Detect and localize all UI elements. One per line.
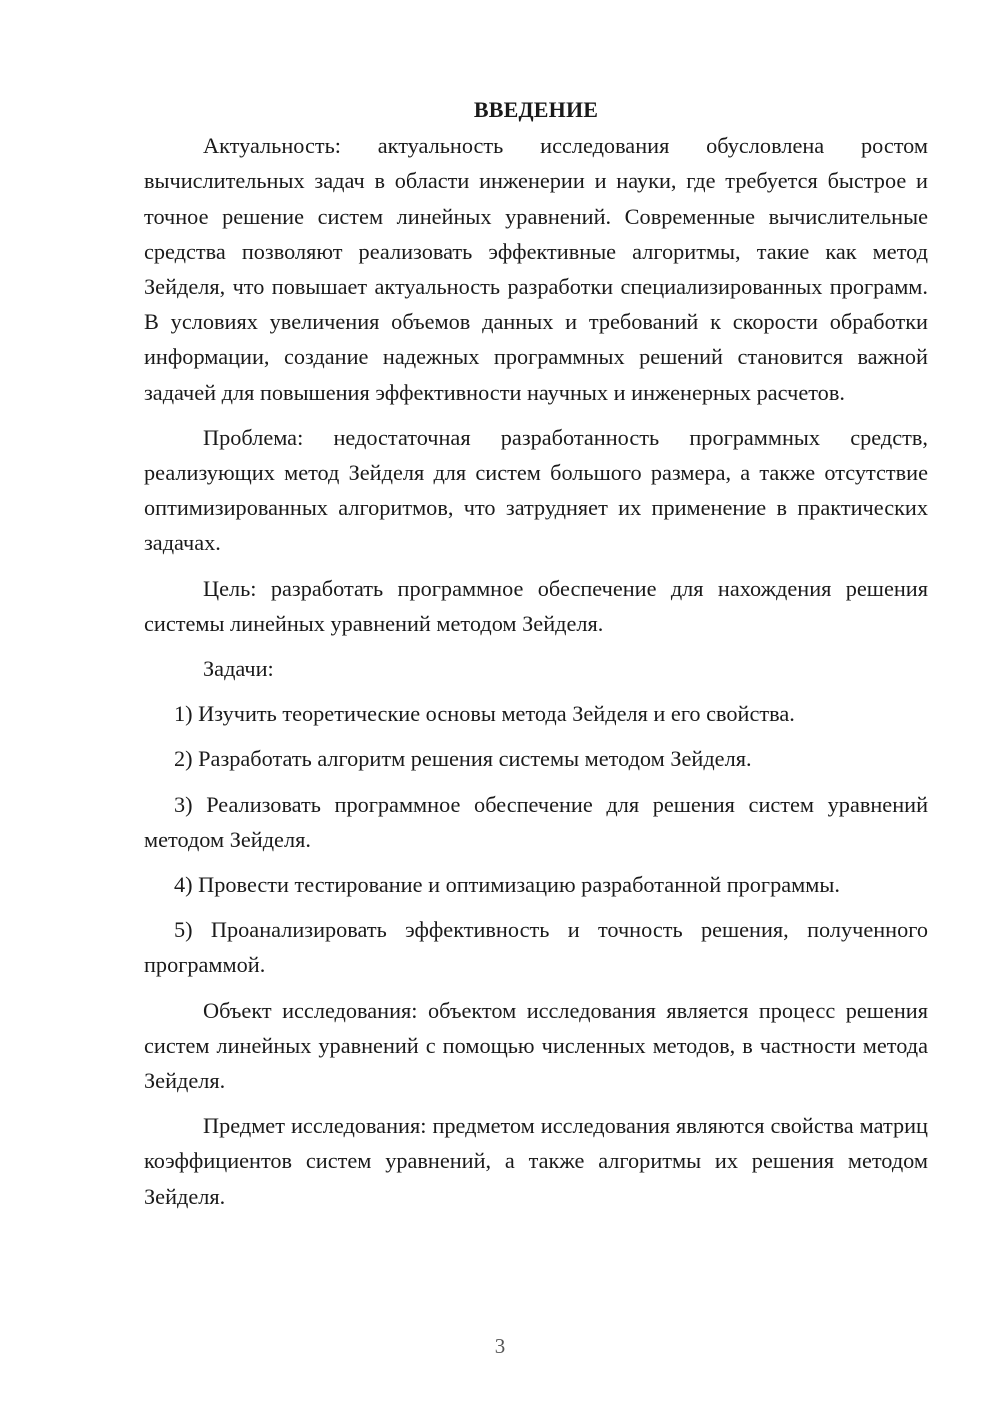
task-item-2: 2) Разработать алгоритм решения системы методом Зейделя. — [174, 746, 752, 772]
task-item-3: 3) Реализовать программное обеспечение для решения систем уравнений методом Зейделя. — [144, 791, 928, 852]
page-content — [144, 92, 928, 1224]
task-item-1: 1) Изучить теоретические основы метода Зейделя и его свойства. — [174, 701, 795, 727]
page-title: ВВЕДЕНИЕ — [473, 97, 599, 122]
subject-paragraph: Предмет исследования: предметом исследования являются свойства матриц коэффициентов систем уравнений, а также алгоритмы их решения методом Зейделя. — [144, 1113, 928, 1209]
tasks-heading: Задачи: — [203, 656, 274, 682]
page-number: 3 — [494, 1334, 506, 1358]
relevance-paragraph: Актуальность: актуальность исследования обусловлена ростом вычислительных задач в области инженерии и науки, где требуется быстрое и точное решение систем линейных уравнений. Современные вычислительные средства позволяют реализовать эффективные алгоритмы, такие как метод Зейделя, что повышает актуальность разработки специализированных программ. В условиях увеличения объемов данных и требований к скорости обработки информации, создание надежных программных решений становится важной задачей для повышения эффективности научных и инженерных расчетов. — [144, 133, 928, 405]
problem-paragraph: Проблема: недостаточная разработанность программных средств, реализующих метод Зейделя для систем большого размера, а также отсутствие оптимизированных алгоритмов, что затрудняет их применение в практических задачах. — [144, 424, 928, 556]
task-item-5: 5) Проанализировать эффективность и точность решения, полученного программой. — [144, 917, 928, 978]
object-paragraph: Объект исследования: объектом исследования является процесс решения систем линейных уравнений с помощью численных методов, в частности метода Зейделя. — [144, 997, 928, 1094]
goal-paragraph: Цель: разработать программное обеспечение для нахождения решения системы линейных уравнений методом Зейделя. — [144, 575, 928, 636]
task-item-4: 4) Провести тестирование и оптимизацию разработанной программы. — [174, 872, 840, 898]
